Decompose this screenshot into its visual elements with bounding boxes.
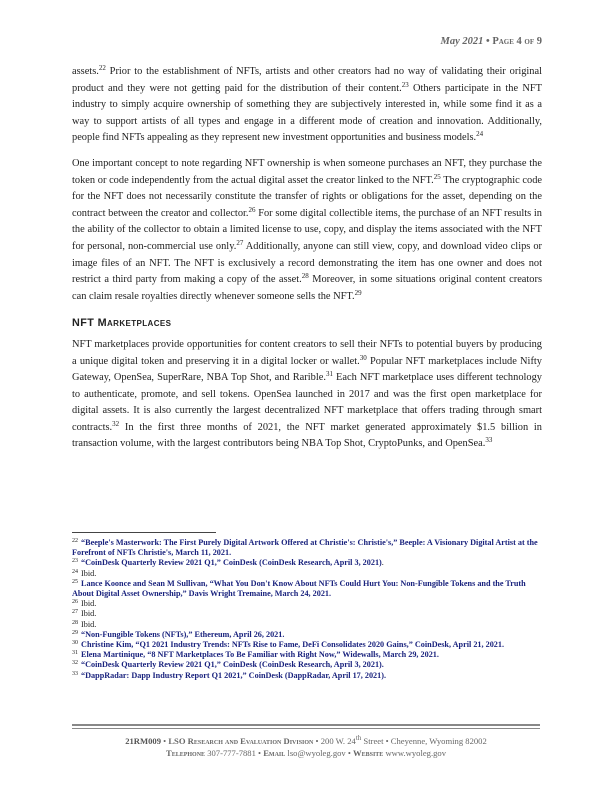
text-run: Popular NFT marketplaces include Nifty Gateway, OpenSea, SuperRare, NBA Top Shot, and Rarible. [72, 355, 542, 384]
footnote-ref: 22 [98, 64, 106, 72]
footnote-ref: 24 [476, 130, 484, 139]
footnote-ref: 32 [112, 419, 120, 428]
footer-email-label: Email [263, 748, 286, 758]
footnote [72, 660, 544, 670]
footer-code: 21RM009 [125, 736, 162, 746]
footnote-ref: 33 [485, 436, 493, 445]
footnote-ref: 25 [433, 172, 441, 181]
footnote [72, 630, 544, 640]
footer-sep: • [313, 736, 321, 746]
footnote-number: 30 [72, 640, 78, 647]
footnote [72, 538, 544, 558]
footer-address [321, 736, 487, 746]
text-run: Prior to the establishment of NFTs, artists and other creators had no way of validating their original product and they were not getting paid for the distribution of their content. [72, 66, 542, 94]
footnote-rule [72, 532, 216, 533]
footnote-ref: 26 [248, 205, 256, 214]
footnote-number: 27 [72, 609, 78, 616]
header-separator: • [483, 36, 493, 47]
footnote-number: 22 [72, 538, 78, 544]
footer-website-label: Website [353, 748, 384, 758]
footnote-number: 29 [72, 629, 78, 636]
paragraph [72, 64, 542, 147]
footer-sep: • [161, 736, 169, 746]
section-heading: NFT Marketplaces [72, 317, 172, 330]
footer-email: lso@wyoleg.gov [285, 748, 346, 758]
footnote-text: Ibid. [81, 619, 97, 629]
footnote-number: 33 [72, 670, 78, 677]
footnote-number: 23 [72, 558, 78, 565]
intro-paragraphs [72, 64, 542, 305]
footer-address-pre: 200 W. 24 [320, 736, 356, 746]
footnote-citation-link[interactable]: “CoinDesk Quarterly Review 2021 Q1,” CoinDesk (CoinDesk Research, April 3, 2021). [81, 660, 384, 670]
text-run: In the first three months of 2021, the NFT market generated approximately $1.5 billion in transaction volume, with the largest contributors being NBA Top Shot, CryptoPunks, and OpenSea. [72, 421, 542, 450]
header-page-label: Page 4 of 9 [492, 36, 542, 47]
footnote [72, 650, 544, 660]
page-footer [72, 735, 540, 759]
footer-rule-top [72, 724, 540, 726]
footnote-citation-link[interactable]: Elena Martinique, “8 NFT Marketplaces To Be Familiar with Right Now,” Widewalls, March 29, 2021. [81, 650, 439, 660]
footnote [72, 671, 544, 681]
footnote [72, 620, 544, 630]
footnote-ref: 31 [325, 370, 333, 379]
footer-line-2 [72, 747, 540, 759]
footnote [72, 579, 544, 599]
footer-sep: • [345, 748, 354, 758]
footnote-number: 24 [72, 568, 78, 575]
footer-website: www.wyoleg.gov [383, 748, 447, 758]
text-run: NFT marketplaces provide opportunities for content creators to sell their NFTs to potential buyers by producing a unique digital token and preserving it in a digital locker or wallet. [72, 338, 542, 367]
footnote [72, 640, 544, 650]
footnote [72, 599, 544, 609]
footnote-citation-link[interactable]: “Non-Fungible Tokens (NFTs),” Ethereum, April 26, 2021. [81, 629, 285, 639]
footnote-number: 31 [72, 650, 78, 657]
footer-telephone-label: Telephone [165, 748, 206, 758]
footnote [72, 569, 544, 579]
text-run: assets. [72, 66, 99, 77]
footnote-text: . [381, 558, 384, 568]
footnotes [72, 538, 544, 681]
footer-division: LSO Research and Evaluation Division [168, 736, 314, 746]
paragraph [72, 337, 542, 453]
header-date: May 2021 [440, 36, 484, 47]
footnote-ref: 28 [301, 272, 309, 281]
footnote-number: 26 [72, 599, 78, 606]
paragraph [72, 156, 542, 305]
text-run: Moreover, in some situations original content creators can claim resale royalties directly whenever someone sells the NFT. [72, 274, 542, 302]
footnote-ref: 29 [354, 288, 362, 297]
footnote-citation-link[interactable]: Lance Koonce and Sean M Sullivan, “What You Don't Know About NFTs Could Hurt You: Non-Fungible Tokens and the Truth About Digital Asset Ownership,” Davis Wright Tremaine, March 24, 2021. [72, 578, 526, 599]
section-paragraphs [72, 337, 542, 453]
footnote-citation-link[interactable]: “DappRadar: Dapp Industry Report Q1 2021,” CoinDesk (DappRadar, April 17, 2021). [81, 670, 386, 680]
footer-address-post: Street • Cheyenne, Wyoming 82002 [361, 736, 487, 746]
footnote-number: 25 [72, 578, 78, 585]
footnote [72, 609, 544, 619]
footnote-ref: 27 [236, 238, 244, 247]
body-text [72, 64, 542, 462]
footnote-citation-link[interactable]: “Beeple's Masterwork: The First Purely Digital Artwork Offered at Christie's: Christie's,” Beeple: A Visionary Digital Artist at the Forefront of NFTs Christie's, March 11, 2021. [72, 538, 538, 558]
footnote-ref: 30 [359, 353, 367, 362]
text-run: One important concept to note regarding NFT ownership is when someone purchases an NFT, they purchase the token or code independently from the actual digital asset the creator linked to the NFT. [72, 157, 542, 186]
footer-sep: • [255, 748, 264, 758]
footnote-number: 32 [72, 660, 78, 667]
footer-line-1 [72, 735, 540, 747]
footnote-number: 28 [72, 619, 78, 626]
page-header [441, 36, 543, 47]
footnote-text: Ibid. [81, 609, 97, 619]
footnote-citation-link[interactable]: “CoinDesk Quarterly Review 2021 Q1,” CoinDesk (CoinDesk Research, April 3, 2021) [81, 558, 382, 568]
text-run: The cryptographic code for the NFT does not necessarily constitute the transfer of rights or obligations for the asset, depending on the contract between the creator and collector. [72, 174, 542, 219]
footnote-text: Ibid. [81, 599, 97, 609]
text-run: Each NFT marketplace uses different technology to authenticate, promote, and sell tokens. OpenSea launched in 2017 and was the first open marketplace for digital assets. It is also currently the largest decentralized NFT marketplace that offers trading through smart contracts. [72, 372, 542, 433]
footnote-ref: 23 [401, 80, 409, 89]
text-run: For some digital collectible items, the purchase of an NFT results in the ability of the collector to obtain a limited license to use, copy, and display the items associated with the NFT for personal, non-commercial use only. [72, 207, 542, 252]
text-run: Others participate in the NFT industry to simply acquire ownership of something they are subjectively interested in, while some find it as a way to support artists of all types and engage in a different mode of creation and innovation. Additionally, people find NFTs appealing as they represent new investment opportunities and business models. [72, 82, 542, 144]
footer-telephone: 307-777-7881 [205, 748, 256, 758]
text-run: Additionally, anyone can still view, copy, and download video clips or image files of an NFT. The NFT is exclusively a record demonstrating the item has one owner and does not restrict a third party from making a copy of the asset. [72, 240, 542, 286]
footnote-citation-link[interactable]: Christine Kim, “Q1 2021 Industry Trends: NFTs Rise to Fame, DeFi Consolidates 2020 Gains,” CoinDesk, April 21, 2021. [81, 640, 505, 650]
footer-rule-bottom [72, 728, 540, 729]
footnote [72, 558, 544, 568]
footer-address-sup: th [355, 734, 362, 742]
footnote-text: Ibid. [81, 568, 97, 578]
